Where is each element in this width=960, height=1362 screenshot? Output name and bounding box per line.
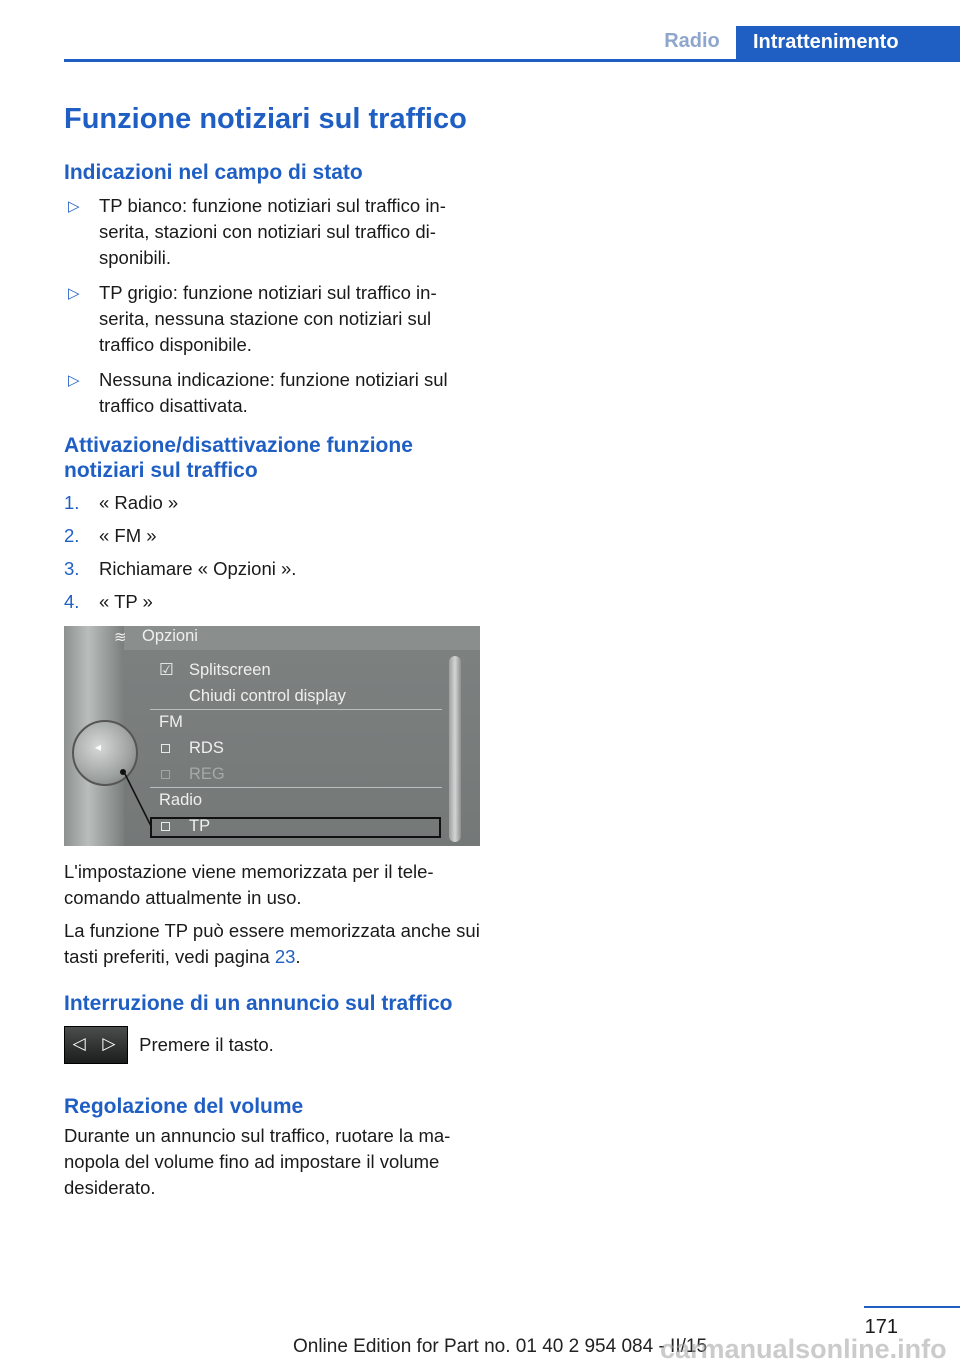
arrow-left-icon: ◂ — [95, 740, 102, 754]
list-item: 2. « FM » — [64, 525, 157, 546]
interrupt-instruction: ◁ ▷ Premere il tasto. — [64, 1026, 494, 1064]
scroll-rail — [449, 656, 461, 842]
checkbox-icon — [161, 770, 170, 779]
group-radio: Radio — [159, 791, 203, 809]
screen-title: Opzioni — [142, 627, 198, 645]
menu-item-rds: RDS — [189, 739, 224, 757]
menu-item-reg: REG — [189, 765, 225, 783]
divider — [150, 787, 442, 788]
note-favorites: La funzione TP può essere memorizzata anche sui tasti preferiti, vedi pagina 23. — [64, 920, 480, 967]
edition-note: Online Edition for Part no. 01 40 2 954 084 - II/15 — [292, 1336, 708, 1357]
status-list — [64, 193, 482, 419]
list-item: 4. « TP » — [64, 591, 153, 612]
menu-item-splitscreen: Splitscreen — [189, 661, 271, 679]
triangle-right-icon: ▷ — [68, 372, 80, 389]
list-item: 1. « Radio » — [64, 492, 179, 513]
notes — [64, 859, 482, 970]
leader-dot — [120, 769, 126, 775]
note-remote: L'impostazione viene memorizzata per il tele-comando attualmente in uso. — [64, 861, 434, 908]
page-number: 171 — [864, 1316, 898, 1338]
volume-text: Durante un annuncio sul traffico, ruotare la ma-nopola del volume fino ad impostare il volume desiderato. — [64, 1125, 451, 1198]
checkbox-icon — [161, 744, 170, 753]
volume-section — [64, 1094, 482, 1201]
status-section — [64, 160, 482, 428]
antenna-icon: ≋ — [114, 629, 127, 646]
triangle-right-icon: ▷ — [68, 285, 80, 302]
header-chapter-tab: Intrattenimento — [736, 26, 960, 62]
interrupt-heading: Interruzione di un annuncio sul traffico — [64, 992, 453, 1015]
triangle-right-icon: ▷ — [68, 198, 80, 215]
list-item: 3. Richiamare « Opzioni ». — [64, 558, 297, 579]
header-section-label: Radio — [664, 30, 720, 52]
footer-rule — [864, 1306, 960, 1308]
volume-heading: Regolazione del volume — [64, 1095, 304, 1118]
options-screen-image — [64, 626, 480, 846]
list-item: ▷ TP grigio: funzione notiziari sul traffico in-serita, nessuna stazione con notiziari sul traffico disponibile. — [68, 282, 437, 355]
watermark: carmanualsonline.info — [660, 1334, 947, 1362]
checkmark-icon: ☑ — [159, 661, 174, 679]
group-fm: FM — [159, 713, 183, 731]
page-title: Funzione notiziari sul traffico — [64, 103, 467, 135]
interrupt-section — [64, 991, 494, 1064]
menu-item-close-display: Chiudi control display — [189, 687, 346, 705]
back-forward-button-icon: ◁ ▷ — [64, 1026, 128, 1064]
status-heading: Indicazioni nel campo di stato — [64, 161, 363, 184]
list-item: ▷ Nessuna indicazione: funzione notiziari sul traffico disattivata. — [68, 369, 448, 416]
header-rule — [64, 59, 960, 62]
activation-heading: Attivazione/disattivazione funzione notiziari sul traffico — [64, 434, 413, 482]
steps-list — [64, 490, 482, 615]
list-item: ▷ TP bianco: funzione notiziari sul traffico in-serita, stazioni con notiziari sul traffico di-sponibili. — [68, 195, 446, 268]
highlight-frame — [150, 817, 441, 838]
divider — [150, 709, 442, 710]
page-link[interactable]: 23 — [274, 946, 296, 967]
menu-item-tp: TP — [189, 817, 211, 835]
activation-section — [64, 433, 482, 622]
leader-line — [122, 772, 152, 828]
